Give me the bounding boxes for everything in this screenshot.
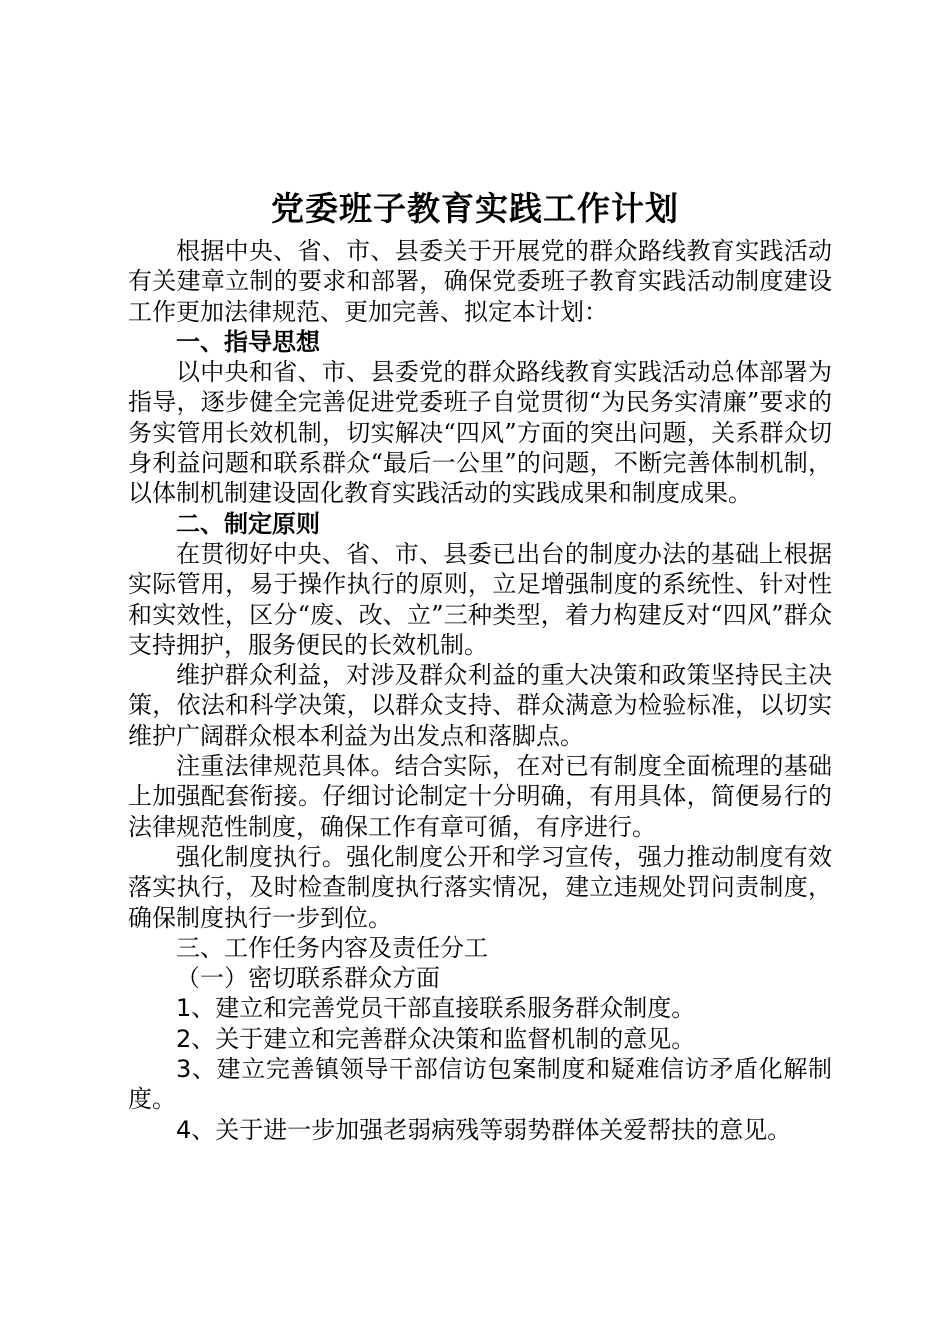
section-paragraph: 强化制度执行。强化制度公开和学习宣传，强力推动制度有效落实执行，及时检查制度执行落实情况，建立违规处罚问责制度，确保制度执行一步到位。 bbox=[128, 842, 832, 932]
section-heading-tasks: 三、工作任务内容及责任分工 bbox=[176, 933, 488, 962]
intro-paragraph: 根据中央、省、市、县委关于开展党的群众路线教育实践活动有关建章立制的要求和部署，确保党委班子教育实践活动制度建设工作更加法律规范、更加完善、拟定本计划： bbox=[128, 237, 832, 326]
section-paragraph: 维护群众利益，对涉及群众利益的重大决策和政策坚持民主决策，依法和科学决策，以群众支持、群众满意为检验标准，以切实维护广阔群众根本利益为出发点和落脚点。 bbox=[128, 661, 832, 750]
section-heading-principles: 二、制定原则 bbox=[176, 509, 320, 538]
section-paragraph: 在贯彻好中央、省、市、县委已出台的制度办法的基础上根据实际管用，易于操作执行的原则，立足增强制度的系统性、针对性和实效性，区分“废、改、立”三种类型，着力构建反对“四风”群众支持拥护，服务便民的长效机制。 bbox=[128, 539, 832, 659]
list-item: 2、关于建立和完善群众决策和监督机制的意见。 bbox=[176, 1024, 696, 1053]
list-item: 3、建立完善镇领导干部信访包案制度和疑难信访矛盾化解制度。 bbox=[128, 1055, 832, 1114]
subsection-heading: （一）密切联系群众方面 bbox=[176, 964, 440, 993]
document-body bbox=[128, 236, 832, 1145]
list-item: 4、关于进一步加强老弱病残等弱势群体关爱帮扶的意见。 bbox=[176, 1115, 792, 1144]
list-item: 1、建立和完善党员干部直接联系服务群众制度。 bbox=[176, 994, 696, 1023]
section-paragraph: 以中央和省、市、县委党的群众路线教育实践活动总体部署为指导，逐步健全完善促进党委班子自觉贯彻“为民务实清廉”要求的务实管用长效机制，切实解决“四风”方面的突出问题，关系群众切身利益问题和联系群众“最后一公里”的问题，不断完善体制机制，以体制机制建设固化教育实践活动的实践成果和制度成果。 bbox=[128, 358, 832, 508]
section-paragraph: 注重法律规范具体。结合实际，在对已有制度全面梳理的基础上加强配套衔接。仔细讨论制定十分明确，有用具体，简便易行的法律规范性制度，确保工作有章可循，有序进行。 bbox=[128, 752, 832, 841]
section-heading-guiding-thought: 一、指导思想 bbox=[176, 327, 320, 356]
document-title: 党委班子教育实践工作计划 bbox=[271, 189, 679, 228]
